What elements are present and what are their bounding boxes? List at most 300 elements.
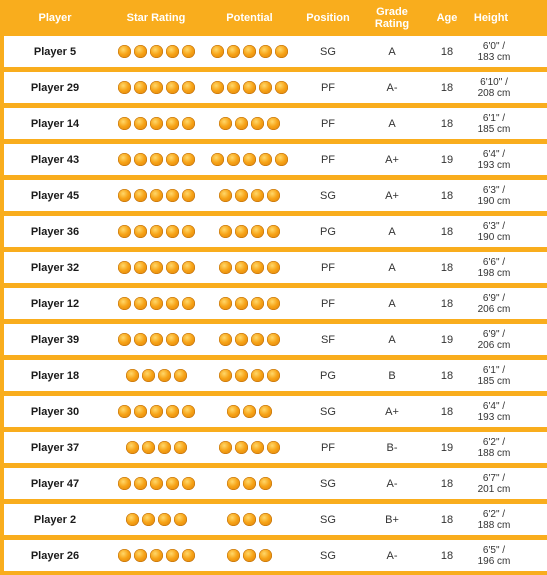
grade-rating: A xyxy=(388,45,396,58)
rating-ball-icon xyxy=(251,369,264,382)
rating-ball-icon xyxy=(134,405,147,418)
table-row[interactable] xyxy=(0,35,547,71)
height-cm: 201 cm xyxy=(477,483,511,495)
player-height xyxy=(469,468,519,499)
grade-rating: A- xyxy=(386,477,398,490)
grade-rating: B+ xyxy=(385,513,399,526)
height-cm: 193 cm xyxy=(477,411,511,423)
rating-ball-icon xyxy=(118,225,131,238)
star-rating xyxy=(110,396,202,427)
player-name: Player 26 xyxy=(30,549,80,562)
height-cm: 190 cm xyxy=(477,195,511,207)
height-cm: 206 cm xyxy=(477,339,511,351)
rating-ball-icon xyxy=(142,369,155,382)
potential-rating xyxy=(202,504,297,535)
player-age: 18 xyxy=(440,477,454,490)
player-name: Player 36 xyxy=(30,225,80,238)
rating-ball-icon xyxy=(219,297,232,310)
rating-ball-icon xyxy=(150,45,163,58)
potential-rating xyxy=(202,468,297,499)
rating-ball-icon xyxy=(150,189,163,202)
rating-ball-icon xyxy=(118,81,131,94)
rating-ball-icon xyxy=(211,81,224,94)
height-feet: 6'4" / xyxy=(482,148,506,160)
rating-ball-icon xyxy=(134,225,147,238)
rating-ball-icon xyxy=(259,549,272,562)
player-name: Player 2 xyxy=(33,513,77,526)
rating-ball-icon xyxy=(150,225,163,238)
player-height xyxy=(469,252,519,283)
rating-ball-icon xyxy=(235,441,248,454)
table-row-card xyxy=(4,432,547,463)
rating-ball-icon xyxy=(166,549,179,562)
rating-ball-icon xyxy=(150,297,163,310)
header-height[interactable]: Height xyxy=(473,11,509,24)
table-row[interactable] xyxy=(0,359,547,395)
table-row[interactable] xyxy=(0,143,547,179)
rating-ball-icon xyxy=(251,225,264,238)
height-cm: 188 cm xyxy=(477,519,511,531)
rating-ball-icon xyxy=(235,225,248,238)
height-feet: 6'5" / xyxy=(482,544,506,556)
rating-ball-icon xyxy=(166,297,179,310)
rating-ball-icon xyxy=(118,549,131,562)
rating-ball-icon xyxy=(251,441,264,454)
height-feet: 6'9" / xyxy=(482,328,506,340)
player-height xyxy=(469,216,519,247)
potential-rating xyxy=(202,36,297,67)
rating-ball-icon xyxy=(227,45,240,58)
table-row-card xyxy=(4,180,547,211)
player-age: 19 xyxy=(440,441,454,454)
rating-ball-icon xyxy=(166,225,179,238)
rating-ball-icon xyxy=(150,549,163,562)
table-row-card xyxy=(4,252,547,283)
grade-rating: A xyxy=(388,225,396,238)
height-feet: 6'2" / xyxy=(482,436,506,448)
potential-rating xyxy=(202,216,297,247)
table-row[interactable] xyxy=(0,323,547,359)
player-height xyxy=(469,504,519,535)
rating-ball-icon xyxy=(166,261,179,274)
rating-ball-icon xyxy=(211,45,224,58)
height-cm: 185 cm xyxy=(477,375,511,387)
height-feet: 6'2" / xyxy=(482,508,506,520)
rating-ball-icon xyxy=(134,477,147,490)
rating-ball-icon xyxy=(182,225,195,238)
rating-ball-icon xyxy=(166,333,179,346)
grade-rating: A- xyxy=(386,81,398,94)
rating-ball-icon xyxy=(118,477,131,490)
table-row-card xyxy=(4,288,547,319)
rating-ball-icon xyxy=(182,45,195,58)
table-row[interactable] xyxy=(0,251,547,287)
star-rating xyxy=(110,288,202,319)
rating-ball-icon xyxy=(134,549,147,562)
rating-ball-icon xyxy=(235,117,248,130)
player-name: Player 18 xyxy=(30,369,80,382)
height-feet: 6'3" / xyxy=(482,184,506,196)
rating-ball-icon xyxy=(251,189,264,202)
star-rating xyxy=(110,72,202,103)
header-grade-line2: Rating xyxy=(374,17,410,30)
rating-ball-icon xyxy=(182,81,195,94)
player-position: PF xyxy=(320,81,336,94)
table-row[interactable] xyxy=(0,215,547,251)
player-name: Player 47 xyxy=(30,477,80,490)
rating-ball-icon xyxy=(235,369,248,382)
rating-ball-icon xyxy=(243,549,256,562)
potential-rating xyxy=(202,288,297,319)
rating-ball-icon xyxy=(134,261,147,274)
rating-ball-icon xyxy=(267,441,280,454)
player-name: Player 32 xyxy=(30,261,80,274)
player-position: PF xyxy=(320,441,336,454)
rating-ball-icon xyxy=(251,297,264,310)
rating-ball-icon xyxy=(134,153,147,166)
rating-ball-icon xyxy=(150,333,163,346)
player-height xyxy=(469,360,519,391)
height-feet: 6'6" / xyxy=(482,256,506,268)
rating-ball-icon xyxy=(118,153,131,166)
table-row[interactable] xyxy=(0,179,547,215)
rating-ball-icon xyxy=(174,513,187,526)
player-height xyxy=(469,72,519,103)
player-position: PF xyxy=(320,117,336,130)
player-position: PG xyxy=(320,225,336,238)
grade-rating: A+ xyxy=(385,153,399,166)
player-height xyxy=(469,288,519,319)
rating-ball-icon xyxy=(243,45,256,58)
star-rating xyxy=(110,180,202,211)
rating-ball-icon xyxy=(158,441,171,454)
rating-ball-icon xyxy=(182,117,195,130)
rating-ball-icon xyxy=(182,477,195,490)
rating-ball-icon xyxy=(235,261,248,274)
rating-ball-icon xyxy=(126,441,139,454)
player-age: 18 xyxy=(440,81,454,94)
player-position: PG xyxy=(320,369,336,382)
rating-ball-icon xyxy=(182,261,195,274)
potential-rating xyxy=(202,108,297,139)
player-name: Player 39 xyxy=(30,333,80,346)
player-age: 19 xyxy=(440,333,454,346)
rating-ball-icon xyxy=(134,189,147,202)
table-row[interactable] xyxy=(0,71,547,107)
rating-ball-icon xyxy=(267,297,280,310)
player-position: SG xyxy=(320,405,336,418)
height-cm: 196 cm xyxy=(477,555,511,567)
rating-ball-icon xyxy=(227,513,240,526)
rating-ball-icon xyxy=(118,261,131,274)
header-position[interactable]: Position xyxy=(306,11,350,24)
rating-ball-icon xyxy=(219,333,232,346)
rating-ball-icon xyxy=(235,333,248,346)
grade-rating: A xyxy=(388,117,396,130)
rating-ball-icon xyxy=(219,441,232,454)
rating-ball-icon xyxy=(275,153,288,166)
rating-ball-icon xyxy=(142,513,155,526)
star-rating xyxy=(110,144,202,175)
rating-ball-icon xyxy=(243,477,256,490)
table-row-card xyxy=(4,324,547,355)
player-age: 18 xyxy=(440,189,454,202)
rating-ball-icon xyxy=(275,81,288,94)
player-name: Player 5 xyxy=(33,45,77,58)
rating-ball-icon xyxy=(219,225,232,238)
potential-rating xyxy=(202,432,297,463)
rating-ball-icon xyxy=(267,225,280,238)
header-age[interactable]: Age xyxy=(436,11,458,24)
rating-ball-icon xyxy=(118,405,131,418)
table-row[interactable] xyxy=(0,431,547,467)
rating-ball-icon xyxy=(134,117,147,130)
rating-ball-icon xyxy=(118,333,131,346)
rating-ball-icon xyxy=(243,153,256,166)
rating-ball-icon xyxy=(182,153,195,166)
player-name: Player 37 xyxy=(30,441,80,454)
player-position: SG xyxy=(320,513,336,526)
rating-ball-icon xyxy=(227,549,240,562)
rating-ball-icon xyxy=(267,369,280,382)
rating-ball-icon xyxy=(251,117,264,130)
rating-ball-icon xyxy=(166,45,179,58)
player-age: 18 xyxy=(440,117,454,130)
rating-ball-icon xyxy=(150,117,163,130)
table-row-card xyxy=(4,216,547,247)
rating-ball-icon xyxy=(182,189,195,202)
player-age: 18 xyxy=(440,45,454,58)
rating-ball-icon xyxy=(134,333,147,346)
player-height xyxy=(469,396,519,427)
height-feet: 6'0" / xyxy=(482,40,506,52)
rating-ball-icon xyxy=(174,369,187,382)
rating-ball-icon xyxy=(182,333,195,346)
player-age: 18 xyxy=(440,225,454,238)
player-height xyxy=(469,36,519,67)
potential-rating xyxy=(202,144,297,175)
grade-rating: A xyxy=(388,261,396,274)
rating-ball-icon xyxy=(166,405,179,418)
potential-rating xyxy=(202,180,297,211)
player-name: Player 30 xyxy=(30,405,80,418)
table-row-card xyxy=(4,540,547,571)
star-rating xyxy=(110,360,202,391)
player-position: SG xyxy=(320,549,336,562)
potential-rating xyxy=(202,324,297,355)
grade-rating: A+ xyxy=(385,189,399,202)
rating-ball-icon xyxy=(182,297,195,310)
grade-rating: B- xyxy=(386,441,398,454)
height-feet: 6'1" / xyxy=(482,364,506,376)
table-row[interactable] xyxy=(0,287,547,323)
player-height xyxy=(469,432,519,463)
rating-ball-icon xyxy=(182,405,195,418)
rating-ball-icon xyxy=(118,189,131,202)
star-rating xyxy=(110,468,202,499)
player-name: Player 12 xyxy=(30,297,80,310)
player-height xyxy=(469,108,519,139)
star-rating xyxy=(110,324,202,355)
rating-ball-icon xyxy=(267,117,280,130)
header-grade-line1: Grade xyxy=(376,5,408,18)
rating-ball-icon xyxy=(227,81,240,94)
rating-ball-icon xyxy=(259,405,272,418)
star-rating xyxy=(110,540,202,571)
height-cm: 185 cm xyxy=(477,123,511,135)
rating-ball-icon xyxy=(235,189,248,202)
player-name: Player 29 xyxy=(30,81,80,94)
rating-ball-icon xyxy=(243,405,256,418)
rating-ball-icon xyxy=(150,261,163,274)
rating-ball-icon xyxy=(243,513,256,526)
header-potential[interactable]: Potential xyxy=(226,11,273,24)
height-feet: 6'3" / xyxy=(482,220,506,232)
height-cm: 190 cm xyxy=(477,231,511,243)
player-age: 19 xyxy=(440,153,454,166)
player-position: SF xyxy=(320,333,336,346)
rating-ball-icon xyxy=(275,45,288,58)
rating-ball-icon xyxy=(243,81,256,94)
player-position: SG xyxy=(320,189,336,202)
header-grade-rating[interactable] xyxy=(359,0,425,35)
potential-rating xyxy=(202,72,297,103)
table-row[interactable] xyxy=(0,503,547,539)
rating-ball-icon xyxy=(259,477,272,490)
rating-ball-icon xyxy=(118,297,131,310)
table-row[interactable] xyxy=(0,539,547,575)
rating-ball-icon xyxy=(150,81,163,94)
table-row-card xyxy=(4,504,547,535)
rating-ball-icon xyxy=(118,117,131,130)
rating-ball-icon xyxy=(134,297,147,310)
grade-rating: A xyxy=(388,333,396,346)
rating-ball-icon xyxy=(235,297,248,310)
rating-ball-icon xyxy=(219,117,232,130)
player-name: Player 43 xyxy=(30,153,80,166)
table-row-card xyxy=(4,396,547,427)
rating-ball-icon xyxy=(219,369,232,382)
potential-rating xyxy=(202,396,297,427)
player-name: Player 45 xyxy=(30,189,80,202)
height-feet: 6'1" / xyxy=(482,112,506,124)
rating-ball-icon xyxy=(166,153,179,166)
rating-ball-icon xyxy=(118,45,131,58)
rating-ball-icon xyxy=(259,513,272,526)
height-cm: 188 cm xyxy=(477,447,511,459)
star-rating xyxy=(110,36,202,67)
player-age: 18 xyxy=(440,513,454,526)
player-height xyxy=(469,540,519,571)
player-age: 18 xyxy=(440,297,454,310)
star-rating xyxy=(110,252,202,283)
rating-ball-icon xyxy=(182,549,195,562)
rating-ball-icon xyxy=(259,45,272,58)
rating-ball-icon xyxy=(158,513,171,526)
header-player[interactable]: Player xyxy=(38,11,72,24)
table-row-card xyxy=(4,468,547,499)
rating-ball-icon xyxy=(142,441,155,454)
star-rating xyxy=(110,432,202,463)
star-rating xyxy=(110,504,202,535)
rating-ball-icon xyxy=(259,81,272,94)
rating-ball-icon xyxy=(134,81,147,94)
rating-ball-icon xyxy=(211,153,224,166)
rating-ball-icon xyxy=(166,477,179,490)
rating-ball-icon xyxy=(227,477,240,490)
table-row-card xyxy=(4,36,547,67)
player-height xyxy=(469,144,519,175)
height-cm: 208 cm xyxy=(477,87,511,99)
height-cm: 206 cm xyxy=(477,303,511,315)
rating-ball-icon xyxy=(267,333,280,346)
table-row[interactable] xyxy=(0,107,547,143)
rating-ball-icon xyxy=(251,333,264,346)
table-row-card xyxy=(4,144,547,175)
player-position: SG xyxy=(320,477,336,490)
height-feet: 6'9" / xyxy=(482,292,506,304)
rating-ball-icon xyxy=(219,189,232,202)
rating-ball-icon xyxy=(126,513,139,526)
player-height xyxy=(469,324,519,355)
rating-ball-icon xyxy=(166,117,179,130)
player-position: SG xyxy=(320,45,336,58)
potential-rating xyxy=(202,360,297,391)
height-cm: 193 cm xyxy=(477,159,511,171)
potential-rating xyxy=(202,252,297,283)
height-cm: 183 cm xyxy=(477,51,511,63)
rating-ball-icon xyxy=(219,261,232,274)
rating-ball-icon xyxy=(166,189,179,202)
rating-ball-icon xyxy=(174,441,187,454)
rating-ball-icon xyxy=(267,189,280,202)
rating-ball-icon xyxy=(158,369,171,382)
header-star-rating[interactable]: Star Rating xyxy=(126,11,186,24)
player-position: PF xyxy=(320,297,336,310)
rating-ball-icon xyxy=(251,261,264,274)
player-age: 18 xyxy=(440,549,454,562)
rating-ball-icon xyxy=(166,81,179,94)
player-age: 18 xyxy=(440,261,454,274)
height-feet: 6'10" / xyxy=(480,76,508,88)
table-header xyxy=(0,0,547,35)
player-position: PF xyxy=(320,153,336,166)
table-row[interactable] xyxy=(0,395,547,431)
grade-rating: A- xyxy=(386,549,398,562)
rating-ball-icon xyxy=(150,405,163,418)
rating-ball-icon xyxy=(259,153,272,166)
table-row-card xyxy=(4,360,547,391)
grade-rating: B xyxy=(388,369,396,382)
rating-ball-icon xyxy=(227,405,240,418)
player-position: PF xyxy=(320,261,336,274)
rating-ball-icon xyxy=(267,261,280,274)
grade-rating: A+ xyxy=(385,405,399,418)
grade-rating: A xyxy=(388,297,396,310)
star-rating xyxy=(110,108,202,139)
rating-ball-icon xyxy=(126,369,139,382)
player-name: Player 14 xyxy=(30,117,80,130)
player-age: 18 xyxy=(440,405,454,418)
height-feet: 6'7" / xyxy=(482,472,506,484)
player-age: 18 xyxy=(440,369,454,382)
rating-ball-icon xyxy=(150,153,163,166)
height-cm: 198 cm xyxy=(477,267,511,279)
table-row-card xyxy=(4,72,547,103)
player-height xyxy=(469,180,519,211)
table-row[interactable] xyxy=(0,467,547,503)
rating-ball-icon xyxy=(134,45,147,58)
